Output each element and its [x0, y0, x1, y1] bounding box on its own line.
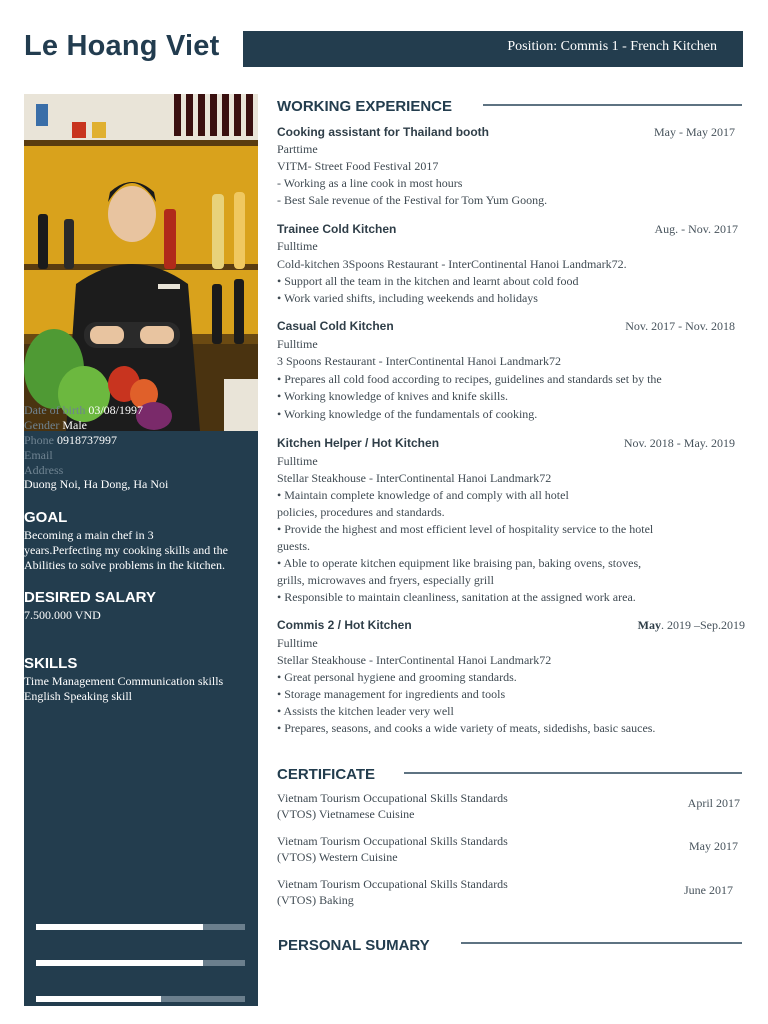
job-line: Cold-kitchen 3Spoons Restaurant - InterContinental Hanoi Landmark72. — [277, 257, 627, 271]
email-label: Email — [24, 448, 53, 462]
job-type: Fulltime — [277, 337, 318, 351]
gender-row — [24, 418, 87, 432]
job-type: Fulltime — [277, 636, 318, 650]
certificate-subject: (VTOS) Western Cuisine — [277, 850, 398, 864]
skill-bar — [36, 960, 245, 966]
skill-bar — [36, 924, 245, 930]
section-divider — [404, 772, 742, 774]
dob-label: Date of birth — [24, 403, 86, 417]
job-line: • Able to operate kitchen equipment like braising pan, baking ovens, stoves, — [277, 556, 642, 570]
goal-line: Becoming a main chef in 3 — [24, 528, 154, 542]
job-line: • Provide the highest and most efficient level of hospitality service to the hotel — [277, 522, 654, 536]
salary-heading: DESIRED SALARY — [24, 589, 156, 606]
chef-portrait-photo — [24, 94, 258, 431]
skills-line: Time Management Communication skills — [24, 674, 224, 688]
job-type: Fulltime — [277, 239, 318, 253]
job-line: VITM- Street Food Festival 2017 — [277, 159, 439, 173]
job-type: Parttime — [277, 142, 318, 156]
job-line: Stellar Steakhouse - InterContinental Hanoi Landmark72 — [277, 653, 552, 667]
job-date-month: May — [637, 618, 661, 632]
job-line: • Assists the kitchen leader very well — [277, 704, 454, 718]
job-line: • Storage management for ingredients and tools — [277, 687, 506, 701]
skill-bar-fill — [36, 960, 203, 966]
job-line: • Great personal hygiene and grooming standards. — [277, 670, 517, 684]
job-title: Kitchen Helper / Hot Kitchen — [277, 436, 440, 450]
job-title: Casual Cold Kitchen — [277, 319, 394, 333]
job-line: policies, procedures and standards. — [277, 505, 445, 519]
skill-bar — [36, 996, 245, 1002]
section-divider — [483, 104, 742, 106]
skill-bar-fill — [36, 924, 203, 930]
skills-line: English Speaking skill — [24, 689, 132, 703]
email-row — [24, 448, 53, 462]
job-date: Aug. - Nov. 2017 — [654, 222, 738, 236]
job-date-rest: . 2019 –Sep.2019 — [661, 618, 745, 632]
goal-line: years.Perfecting my cooking skills and the — [24, 543, 228, 557]
job-date: May - May 2017 — [654, 125, 735, 139]
profile-photo — [24, 94, 258, 431]
job-line: • Prepares, seasons, and cooks a wide variety of meats, sidedishs, basic sauces. — [277, 721, 656, 735]
job-line: • Work varied shifts, including weekends and holidays — [277, 291, 538, 305]
job-line: • Working knowledge of the fundamentals of cooking. — [277, 407, 538, 421]
goal-line: Abilities to solve problems in the kitchen. — [24, 558, 225, 572]
job-line: • Maintain complete knowledge of and comply with all hotel — [277, 488, 569, 502]
job-date: Nov. 2017 - Nov. 2018 — [625, 319, 735, 333]
job-line: • Working knowledge of knives and knife skills. — [277, 389, 508, 403]
certificate-heading: CERTIFICATE — [277, 766, 376, 783]
certificate-name: Vietnam Tourism Occupational Skills Standards — [277, 791, 508, 805]
address-label: Address — [24, 463, 64, 477]
dob-row — [24, 403, 143, 417]
job-date — [638, 618, 745, 633]
goal-heading: GOAL — [24, 509, 68, 526]
phone-row — [24, 433, 117, 447]
skill-bar-fill — [36, 996, 161, 1002]
certificate-date: April 2017 — [687, 796, 740, 810]
job-line: guests. — [277, 539, 310, 553]
job-line: Stellar Steakhouse - InterContinental Hanoi Landmark72 — [277, 471, 552, 485]
address-value: Duong Noi, Ha Dong, Ha Noi — [24, 477, 169, 491]
gender-value: Male — [62, 418, 87, 432]
certificate-subject: (VTOS) Baking — [277, 893, 354, 907]
job-date: Nov. 2018 - May. 2019 — [623, 436, 735, 450]
job-line: - Best Sale revenue of the Festival for Tom Yum Goong. — [277, 193, 548, 207]
certificate-item — [277, 790, 508, 822]
skills-text — [24, 674, 260, 704]
gender-label: Gender — [24, 418, 60, 432]
job-line: grills, microwaves and fryers, especially grill — [277, 573, 494, 587]
section-divider — [461, 942, 742, 944]
certificate-date: May 2017 — [689, 839, 738, 853]
position-banner — [243, 31, 743, 67]
summary-heading: PERSONAL SUMARY — [278, 937, 430, 954]
candidate-name: Le Hoang Viet — [24, 30, 220, 62]
job-line: • Responsible to maintain cleanliness, sanitation at the assigned work area. — [277, 590, 636, 604]
phone-value: 0918737997 — [57, 433, 117, 447]
certificate-subject: (VTOS) Vietnamese Cuisine — [277, 807, 415, 821]
address-row — [24, 463, 63, 477]
job-line: • Support all the team in the kitchen and learnt about cold food — [277, 274, 579, 288]
certificate-name: Vietnam Tourism Occupational Skills Standards — [277, 877, 508, 891]
job-title: Commis 2 / Hot Kitchen — [277, 618, 412, 632]
certificate-date: June 2017 — [684, 883, 733, 897]
job-title: Cooking assistant for Thailand booth — [277, 125, 490, 139]
phone-label: Phone — [24, 433, 54, 447]
certificate-item — [277, 876, 508, 908]
certificate-name: Vietnam Tourism Occupational Skills Standards — [277, 834, 508, 848]
job-line: 3 Spoons Restaurant - InterContinental Hanoi Landmark72 — [277, 354, 561, 368]
goal-text — [24, 528, 260, 573]
job-type: Fulltime — [277, 454, 318, 468]
skills-heading: SKILLS — [24, 655, 78, 672]
job-line: - Working as a line cook in most hours — [277, 176, 463, 190]
job-line: • Prepares all cold food according to recipes, guidelines and standards set by the — [277, 372, 662, 386]
experience-heading: WORKING EXPERIENCE — [277, 98, 453, 115]
job-title: Trainee Cold Kitchen — [277, 222, 397, 236]
dob-value: 03/08/1997 — [88, 403, 143, 417]
salary-value: 7.500.000 VND — [24, 608, 101, 622]
certificate-item — [277, 833, 508, 865]
position-text: Position: Commis 1 - French Kitchen — [507, 39, 717, 54]
